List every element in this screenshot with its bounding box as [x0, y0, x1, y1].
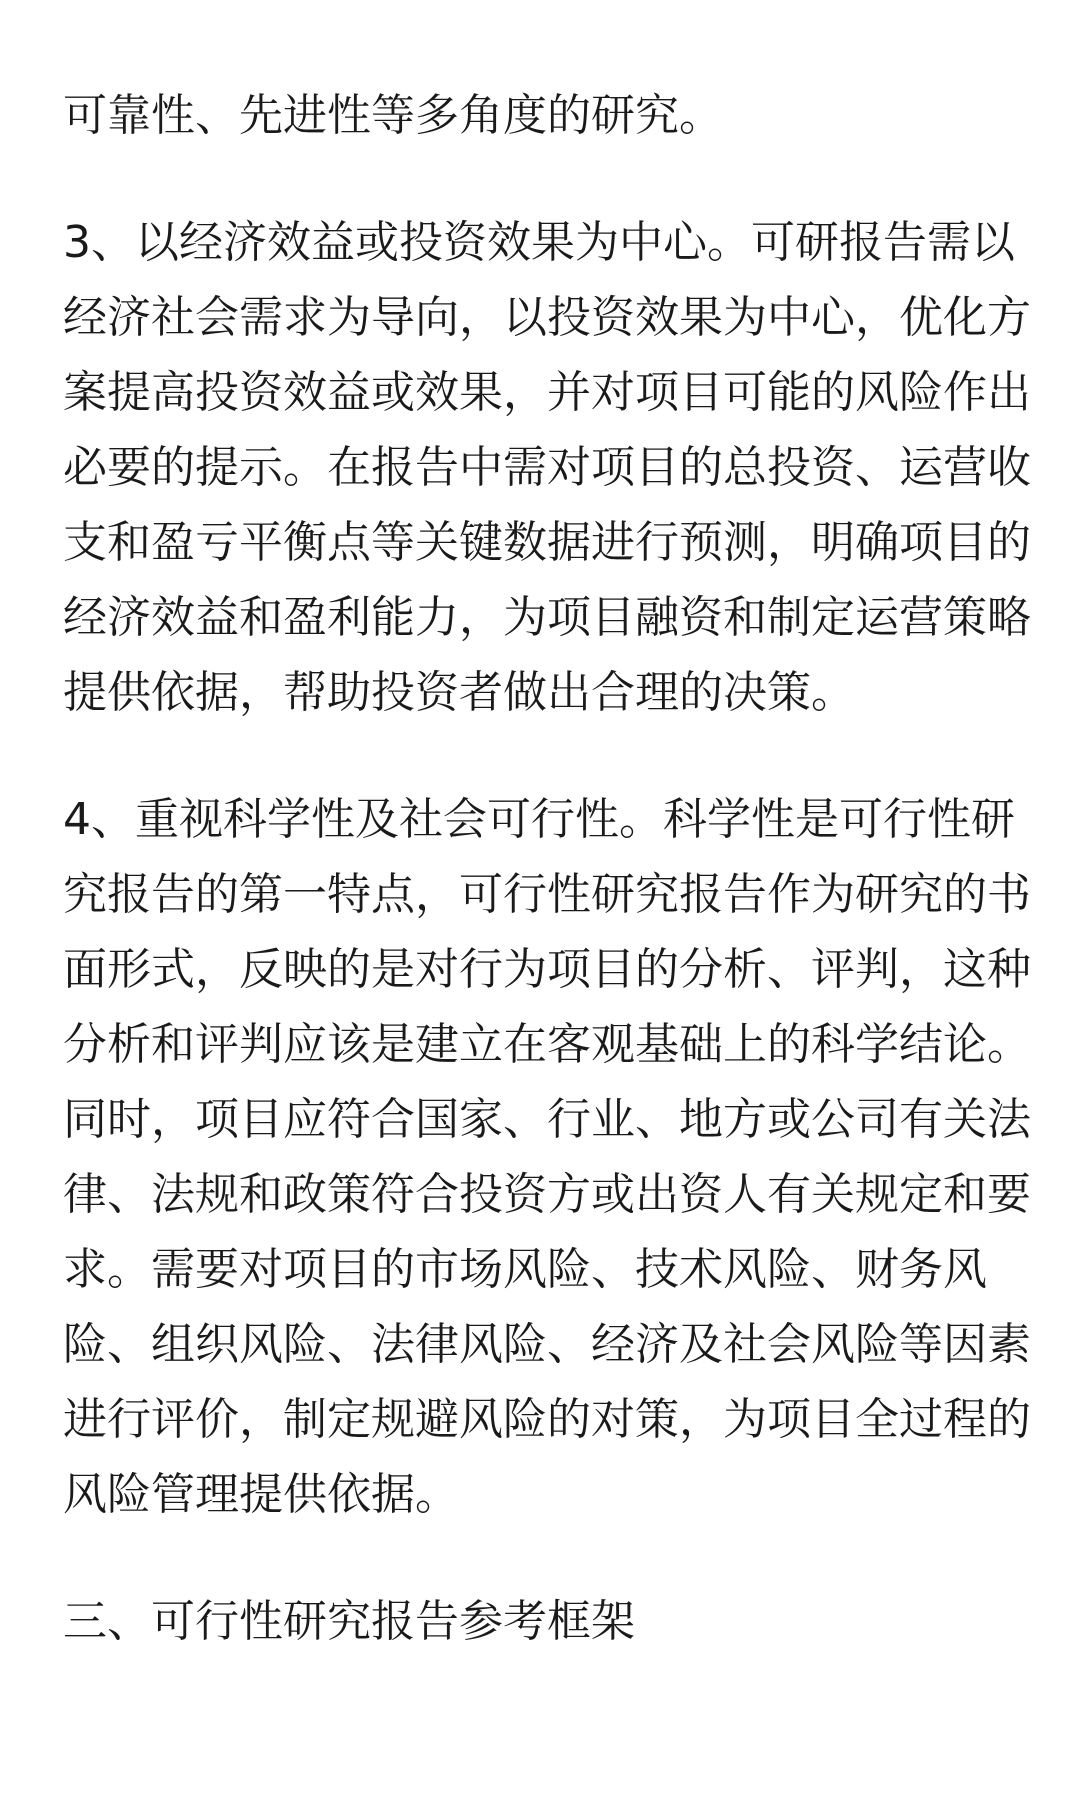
text-line: 3、以经济效益或投资效果为中心。可研报告需以: [63, 217, 1015, 268]
text-line: 4、重视科学性及社会可行性。科学性是可行性研: [63, 794, 1015, 845]
text-line: 律、法规和政策符合投资方或出资人有关规定和要: [63, 1169, 1031, 1220]
text-line: 求。需要对项目的市场风险、技术风险、财务风: [63, 1244, 987, 1295]
text-line: 同时，项目应符合国家、行业、地方或公司有关法: [63, 1094, 1031, 1145]
text-line: 究报告的第一特点，可行性研究报告作为研究的书: [63, 869, 1031, 920]
text-line: 案提高投资效益或效果，并对项目可能的风险作出: [63, 367, 1031, 418]
text-line: 面形式，反映的是对行为项目的分析、评判，这种: [63, 944, 1031, 995]
heading-text: 三、可行性研究报告参考框架: [63, 1596, 635, 1647]
text-line: 分析和评判应该是建立在客观基础上的科学结论。: [63, 1019, 1031, 1070]
paragraph: [63, 78, 1023, 153]
text-line: 经济效益和盈利能力，为项目融资和制定运营策略: [63, 592, 1031, 643]
section-heading: [63, 1584, 1023, 1659]
article-body: [63, 78, 1031, 1659]
text-line: 必要的提示。在报告中需对项目的总投资、运营收: [63, 442, 1031, 493]
text-line: 经济社会需求为导向，以投资效果为中心，优化方: [63, 292, 1031, 343]
text-line: 可靠性、先进性等多角度的研究。: [63, 90, 723, 141]
text-line: 提供依据，帮助投资者做出合理的决策。: [63, 667, 855, 718]
text-line: 进行评价，制定规避风险的对策，为项目全过程的: [63, 1394, 1031, 1445]
text-line: 支和盈亏平衡点等关键数据进行预测，明确项目的: [63, 517, 1031, 568]
text-line: 风险管理提供依据。: [63, 1469, 459, 1520]
paragraph: [63, 205, 1031, 730]
text-line: 险、组织风险、法律风险、经济及社会风险等因素: [63, 1319, 1031, 1370]
paragraph: [63, 782, 1031, 1532]
